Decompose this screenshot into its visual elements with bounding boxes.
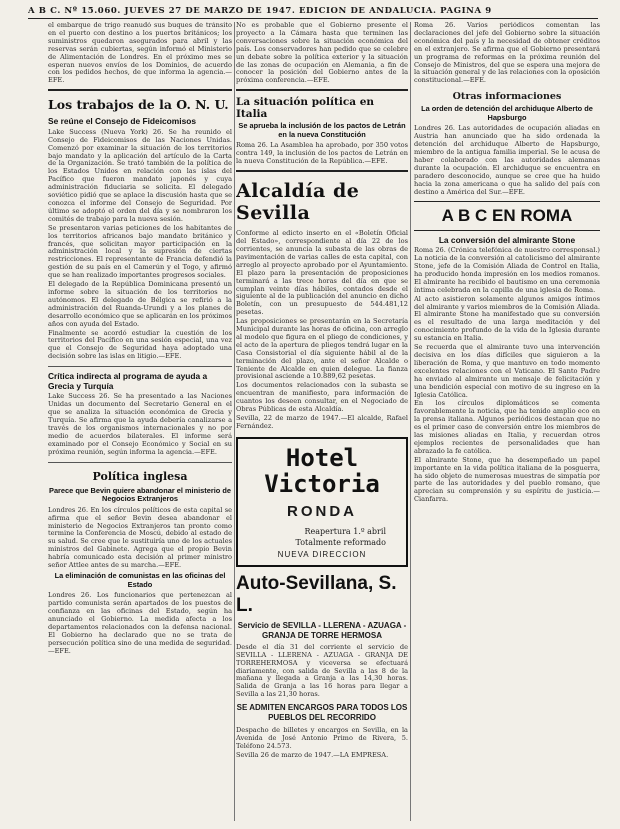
onu-headline: Los trabajos de la O. N. U.: [48, 97, 229, 113]
divider: [48, 366, 232, 367]
hotel-direction: NUEVA DIRECCION: [277, 549, 367, 559]
bevin-body: [48, 507, 232, 570]
onu-body: [48, 129, 232, 361]
body-paragraph: Desde el día 31 del corriente el servicio de SEVILLA - LLERENA - AZUAGA - GRANJA DE TORREHERMOSA y viceversa se efectuará diariamente, con salida de Sevilla a las 8 de la mañana y llegada a Granja a las 14,30 horas. Salida de Granja a las 16 horas para llegar a Sevilla a las 21,30 horas.: [236, 642, 408, 699]
body-paragraph: Sevilla 26 de marzo de 1947.—LA EMPRESA.: [236, 750, 389, 759]
divider: [236, 170, 408, 172]
body-paragraph: Los documentos relacionados con la subasta se encuentran de manifiesto, para información de cuantos los deseen consultar, en el Negociado de Obras Públicas de esta Alcaldía.: [236, 381, 408, 414]
encargos-notice: SE ADMITEN ENCARGOS PARA TODOS LOS PUEBLOS DEL RECORRIDO: [236, 703, 408, 723]
body-paragraph: Lake Success 26. Se ha presentado a las Naciones Unidas un documento del Secretario General en el que se analiza la situación económica de Grecia y Turquía. Se afirma que la ayuda debería canalizarse a través de los organismos internacionales y no por medio de acuerdos bilaterales. El informe será examinado por el Consejo Económico y Social en su próxima reunión, según informa la agencia.—EFE.: [48, 392, 232, 456]
otras-informaciones: Otras informaciones: [452, 91, 562, 103]
col1-top: [48, 22, 232, 85]
body-paragraph: Sevilla, 22 de marzo de 1947.—El alcalde, Rafael Fernández.: [236, 414, 408, 430]
hotel-reopening: Reapertura 1.º abril: [304, 526, 386, 536]
comunistas-body: [48, 592, 232, 655]
auto-route: Servicio de SEVILLA - LLERENA - AZUAGA - GRANJA DE TORRE HERMOSA: [237, 620, 407, 640]
body-paragraph: Al acto asistieron solamente algunos amigos íntimos del almirante y varios miembros de la Comisión Aliada. El almirante Stone ha manifestado que su conversión es el resultado de una larga meditación y del conocimiento profundo de la vida de la Iglesia durante su estancia en Italia.: [414, 294, 600, 343]
column-rule: [234, 22, 235, 821]
auto-final: [236, 727, 408, 760]
hotel-advertisement: [236, 437, 408, 567]
column-2: [236, 22, 408, 823]
body-paragraph: No es probable que el Gobierno presente el proyecto a la Cámara hasta que terminen las conversaciones sobre la situación económica del país. Los conservadores han pedido que se celebre un debate sobre la política exterior y la situación de las zonas de ocupación en Alemania, a fin de conocer la posición del Gobierno antes de la próxima conferencia.—EFE.: [236, 22, 408, 85]
body-paragraph: Se presentaron varias peticiones de los habitantes de los territorios africanos bajo mandato británico y francés, que solicitan mayor participación en la administración local y la supresión de ciertas restricciones. El representante de Francia defendió la gestión de su país en el Camerún y el Togo, y afirmó que se han realizado importantes progresos sociales.: [48, 223, 232, 280]
italia-body: [236, 142, 408, 166]
fideicomisos-subhead: Se reúne el Consejo de Fideicomisos: [48, 116, 197, 127]
divider: [48, 462, 232, 463]
body-paragraph: En los círculos diplomáticos se comenta favorablemente la noticia, que ha tenido amplio eco en la prensa italiana. Algunos periódicos destacan que no es el primer caso de conversión entre los miembros de las misiones aliadas en Italia, y recuerdan otros ejemplos recientes de personalidades que han abrazado la fe católica.: [414, 399, 600, 455]
column-3: [414, 22, 600, 823]
comunistas-subhead: La eliminación de comunistas en las oficinas del Estado: [54, 571, 226, 589]
orden-body: [414, 125, 600, 196]
column-1: [48, 22, 232, 823]
divider: [236, 89, 408, 91]
body-paragraph: Roma 26. La Asamblea ha aprobado, por 350 votos contra 149, la inclusión de los pactos de Letrán en la nueva Constitución de la República.—EFE.: [236, 141, 408, 166]
body-paragraph: Roma 26. Varios periódicos comentan las declaraciones del jefe del Gobierno sobre la situación económica del país y la necesidad de obtener créditos en el extranjero. Se afirma que el Gobierno presentará un programa de reformas en la próxima reunión del Consejo de Ministros, del que se espera una mejora de la situación general y de las relaciones con la oposición constitucional.—EFE.: [414, 22, 600, 85]
conversion-body: [414, 247, 600, 504]
body-paragraph: El almirante Stone, que ha desempeñado un papel importante en la vida política italiana de la posguerra, ha sido objeto de numerosas muestras de simpatía por parte de las autoridades y del pueblo romano, que aprecian su comprensión y su espíritu de justicia.—Cianfarra.: [414, 455, 600, 504]
hotel-city: RONDA: [287, 502, 357, 520]
col3-top: [414, 22, 600, 85]
bevin-subhead: Parece que Bevin quiere abandonar el ministerio de Negocios Extranjeros: [49, 485, 231, 504]
conversion-subhead: La conversión del almirante Stone: [438, 234, 576, 245]
alcaldia-body: [236, 230, 408, 431]
body-paragraph: Las proposiciones se presentarán en la Secretaría Municipal durante las horas de oficina, con arreglo al modelo que figura en el pliego de condiciones, y el acto de la apertura de pliegos tendrá lugar en la Casa Consistorial el día siguiente hábil al de la terminación del plazo, ante el señor Alcalde o Teniente de Alcalde en quien delegue. La fianza provisional asciende a 10.889,62 pesetas.: [236, 317, 408, 381]
abc-roma-headline: A B C EN ROMA: [414, 201, 600, 231]
politica-headline: Política inglesa: [92, 469, 188, 483]
body-paragraph: Lake Success (Nueva York) 26. Se ha reunido el Consejo de Fideicomisos de las Naciones Unidas. Comenzó por examinar la situación de los territorios bajo mandato y la aplicación del artículo de la Carta de la Organización. Se trató también de la política de los Estados Unidos en relación con las islas del Pacífico que fueron mandato japonés y cuya administración fiduciaria se solicita. El delegado soviético pidió que se aplace la discusión hasta que se conozca el informe del Consejo de Seguridad. Por último se adoptó el orden del día y se nombraron los comités de trabajo para la nueva sesión.: [48, 127, 232, 223]
body-paragraph: Londres 26. En los círculos políticos de esta capital se afirma que el señor Bevin desea abandonar el ministerio de Negocios Extranjeros tan pronto como termine la Conferencia de Moscú, debido al estado de su salud. Se cree que le sustituiría uno de los actuales ministros del Gabinete. Agrega que el propio Bevin habría comunicado esta decisión al primer ministro señor Attlee antes de su marcha.—EFE.: [48, 505, 232, 570]
body-paragraph: El delegado de la República Dominicana presentó un informe sobre la situación de los territorios no autónomos. El delegado de Bélgica se refirió a la administración del Ruanda-Urundi y a los planes de desarrollo económico que se aplicarán en los próximos años con ayuda del Estado.: [48, 280, 232, 328]
hotel-reformed: Totalmente reformado: [295, 537, 386, 547]
auto-sevillana-headline: Auto-Sevillana, S. L.: [236, 572, 397, 616]
hotel-name: Hotel Victoria: [264, 443, 380, 498]
critica-headline: Crítica indirecta al programa de ayuda a Grecia y Turquía: [48, 371, 208, 391]
italia-headline: La situación política en Italia: [236, 96, 375, 121]
critica-body: [48, 393, 232, 456]
orden-subhead: La orden de detención del archiduque Alberto de Hapsburgo: [421, 104, 593, 122]
body-paragraph: Conforme al edicto inserto en el «Boletín Oficial del Estado», correspondiente al día 22 de los corrientes, se anuncia la subasta de las obras de pavimentación de varias calles de esta capital, con arreglo al proyecto aprobado por el Ayuntamiento. El plazo para la presentación de proposiciones terminará a las trece horas del día en que se cumplan veinte días hábiles, contados desde el siguiente al de la publicación del anuncio en dicho Boletín, con un presupuesto de 544.481,12 pesetas.: [236, 229, 408, 317]
body-paragraph: Londres 26. Los funcionarios que pertenezcan al partido comunista serán apartados de los puestos de confianza en las oficinas del Estado, según ha anunciado el Gobierno. La medida afecta a los departamentos relacionados con la defensa nacional. El Gobierno ha declarado que no se trata de persecución política sino de una medida de seguridad.—EFE.: [48, 591, 232, 655]
italia-subhead: Se aprueba la inclusión de los pactos de Letrán en la nueva Constitución: [238, 121, 406, 139]
body-paragraph: Despacho de billetes y encargos en Sevilla, en la Avenida de José Antonio Primo de Rivera, 5. Teléfono 24.573.: [236, 726, 408, 750]
body-paragraph: Finalmente se acordó estudiar la cuestión de los territorios del Pacífico en una sesión especial, una vez que el Consejo de Seguridad haya adoptado una decisión sobre las islas en litigio.—EFE.: [48, 328, 232, 361]
divider: [48, 89, 232, 91]
auto-body: [236, 644, 408, 699]
column-rule: [410, 22, 411, 821]
body-paragraph: Roma 26. (Crónica telefónica de nuestro corresponsal.) La noticia de la conversión al catolicismo del almirante Stone, jefe de la Comisión Aliada de Control en Italia, ha producido honda impresión en los medios romanos. El almirante ha recibido el bautismo en una ceremonia íntima celebrada en la capilla de una iglesia de Roma.: [414, 246, 600, 294]
body-paragraph: Se recuerda que el almirante tuvo una intervención decisiva en los días difíciles que siguieron a la liberación de Roma, y que mantuvo en todo momento excelentes relaciones con el Vaticano. El Santo Padre ha enviado al almirante un mensaje de felicitación y una bendición especial con motivo de su ingreso en la Iglesia Católica.: [414, 343, 600, 399]
body-paragraph: el embarque de trigo reanudó sus buques de tránsito en el puerto con destino a los puertos británicos; los suministros quedaron asegurados para abril y las reservas serán cubiertas, según informó el Ministerio de Alimentación de Londres. En el próximo mes se esperan nuevos envíos de los Dominios, de acuerdo con los pedidos hechos, de que informa la agencia.—EFE.: [48, 22, 232, 85]
page-header: A B C. Nº 15.060. JUEVES 27 DE MARZO DE 1947. EDICION DE ANDALUCIA. PAGINA 9: [28, 6, 598, 19]
col2-top: [236, 22, 408, 85]
alcaldia-headline: Alcaldía de Sevilla: [236, 180, 360, 225]
body-paragraph: Londres 26. Las autoridades de ocupación aliadas en Austria han anunciado que ha sido ordenada la detención del archiduque Alberto de Hapsburgo, miembro de la antigua familia imperial. Se le acusa de haber colaborado con las autoridades alemanas durante la ocupación. El archiduque se encuentra en paradero desconocido, aunque se cree que ha huido hacia la zona americana o que ha salido del país con destino a América del Sur.—EFE.: [414, 124, 600, 196]
